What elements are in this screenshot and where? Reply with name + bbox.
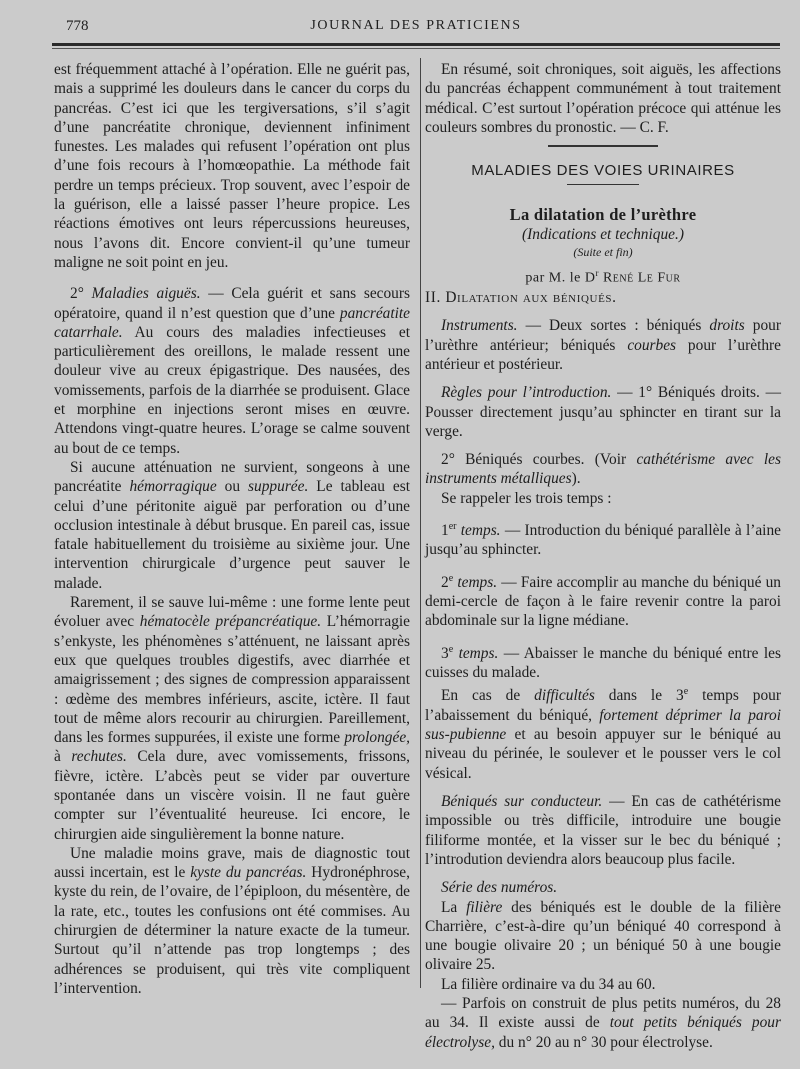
emphasis: rechutes. (71, 748, 127, 766)
paragraph (425, 517, 781, 560)
text-run: ou (216, 478, 249, 496)
article-note: (Suite et fin) (573, 245, 633, 260)
text-run: temps pour l’abaissement du béniqué, (425, 687, 782, 724)
journal-title: JOURNAL DES PRATICIENS (310, 18, 522, 33)
emphasis: difficultés (534, 687, 595, 705)
text-run: — Cela guérit et sans secours opératoire, quand il n’est question que d’une (54, 285, 410, 322)
paragraph (425, 994, 781, 1052)
section-rule-thin (567, 184, 639, 185)
emphasis: Règles pour l’introduction. (441, 384, 612, 402)
text-run: — 1° Béniqués droits. — Pousser directement jusqu’au sphincter en tirant sur la verge. (425, 384, 781, 440)
emphasis: Béniqués sur conducteur. (441, 793, 603, 811)
text-run: pour l’urèthre antérieur et postérieur. (425, 336, 782, 373)
emphasis: fortement déprimer la paroi sus-pubienne (425, 706, 782, 744)
author-name: René Le Fur (602, 270, 681, 286)
emphasis: suppurée. (248, 478, 309, 496)
emphasis: droits (709, 317, 745, 335)
author-sup: r (595, 268, 599, 279)
text-run: pour l’urèthre antérieur; béniqués (425, 317, 781, 354)
paragraph (54, 593, 410, 844)
text-run: du n° 20 au n° 30 pour électrolyse. (494, 1033, 713, 1051)
paragraph (54, 458, 410, 593)
subsection-heading (425, 288, 781, 307)
emphasis: temps. (456, 522, 501, 540)
paragraph (425, 569, 781, 631)
column-divider (420, 58, 421, 988)
paragraph: est fréquemment attaché à l’opération. Elle ne guérit pas, mais a supprimé les douleurs dans le cancer du corps du pancréas. C’est ici que les tergiversations, s’il s’agit d’une pancréatite chronique, deviennent infiniment funestes. Les malades qui refusent l’opération ont plus d’une fois recours à l’homœopathie. La méthode fait perdre un temps précieux. Trop souvent, avec l’espoir de la guérison, elle a laissé passer l’heure propice. Les réactions émotives ont leurs répercussions heureuses, nous l’avons dit. Encore convient-il qu’une tumeur maligne ne soit point en jeu. (54, 61, 410, 271)
emphasis: hématocèle prépancréatique. (139, 613, 322, 631)
superscript: er (448, 521, 457, 532)
paragraph (425, 898, 781, 975)
paragraph (425, 450, 781, 489)
paragraph (425, 316, 781, 374)
section-rule (548, 145, 658, 147)
paragraph (425, 383, 781, 441)
text-run: — Deux sortes : béniqués (517, 317, 710, 335)
header-rule-thin (52, 48, 780, 49)
paragraph (425, 640, 781, 683)
emphasis: hémorragique (129, 478, 217, 496)
paragraph (425, 792, 781, 869)
paragraph (425, 878, 781, 897)
page-header (52, 18, 780, 40)
text-run: Au cours des maladies infectieuses et particulièrement des oreillons, le malade ressent une douleur vive au creux épigastrique. Des nausées, des vomissements, parfois de la diarrhée se produisent. Glace et morphine en injections seront mises en œuvre. Attendons vingt-quatre heures. L’orage se calme souvent au bout de ce temps. (54, 323, 410, 457)
conclusion-paragraph: En résumé, soit chroniques, soit aiguës, les affections du pancréas échappent communément à tout traitement médical. C’est surtout l’opération précoce qui atténue les couleurs sombres du pronostic. — C. F. (425, 61, 781, 136)
superscript: e (448, 572, 454, 584)
author-line (425, 264, 781, 288)
text-run: 2° Béniqués courbes. (Voir (441, 451, 637, 469)
text-run: 3 (441, 644, 449, 662)
emphasis: prolongée, (344, 729, 410, 747)
section-heading: MALADIES DES VOIES URINAIRES (471, 162, 735, 180)
paragraph: La filière ordinaire va du 34 au 60. (441, 975, 656, 993)
paragraph: Se rappeler les trois temps : (441, 489, 612, 507)
superscript: e (448, 643, 454, 655)
text-run: Si aucune atténuation ne survient, songeons à une pancréatite (54, 458, 410, 496)
subsection-label: II. Dilatation aux béniqués. (425, 289, 617, 307)
text-run: — Faire accomplir au manche du béniqué un demi-cercle de façon à le faire revenir contre la paroi abdominale sur la ligne médiane. (425, 573, 781, 630)
header-rule (52, 43, 780, 46)
emphasis: courbes (627, 336, 677, 354)
emphasis: temps. (453, 644, 499, 662)
text-run: 2 (441, 573, 449, 591)
text-run: Rarement, il se sauve lui-même : une forme lente peut évoluer avec (54, 594, 410, 631)
text-run: L’hémorragie s’enkyste, les phénomènes s’atténuent, ne laissant après eux que quelques troubles digestifs, avec diarrhée et amaigrissement ; des signes de compression apparaissent : œdème des membres inférieurs, ascite, ictère. Il faut tout de même alors recourir au chirurgien. Pareillement, dans les formes suppurées, il existe une forme (54, 613, 410, 747)
text-run: — Introduction du béniqué parallèle à l’aine jusqu’au sphincter. (425, 522, 781, 559)
superscript: e (683, 686, 689, 698)
article-title: La dilatation de l’urèthre (509, 205, 697, 225)
left-column (54, 60, 410, 998)
text-run: à (54, 748, 72, 766)
text-run: En cas de (441, 687, 535, 705)
emphasis: tout petits béniqués pour électrolyse, (425, 1014, 781, 1051)
page-number: 778 (66, 18, 89, 34)
paragraph (54, 844, 410, 998)
text-run: Cela dure, avec vomissements, frissons, fièvre, ictère. L’abcès peut se vider par ouverture spontanée dans un viscère voisin. Il ne faut guère compter sur l’éventualité heureuse. Ici encore, le chirurgien aide singulièrement la bonne nature. (54, 748, 410, 843)
text-run: ). (571, 470, 581, 488)
article-subtitle: (Indications et technique.) (522, 225, 684, 243)
emphasis: kyste du pancréas. (190, 864, 307, 882)
text-run: Le tableau est celui d’une péritonite aiguë par perforation ou d’une occlusion intestinale à début brusque. En pareil cas, issue fatale habituellement du troisième au sixième jour. Une intervention chirurgicale d’urgence peut sauver le malade. (54, 478, 411, 592)
text-run: Hydronéphrose, kyste du rein, de l’ovaire, de l’épiploon, du mésentère, de la rate, etc., toutes les confusions ont été commises. Au chirurgien de déterminer la nature exacte de la tumeur. Surtout qu’il n’attende pas trop longtemps ; des adhérences se produisent, qui très vite compliquent l’intervention. (54, 864, 410, 997)
text-run: 2° (70, 285, 92, 303)
emphasis: pancréatite catarrhale. (54, 304, 410, 341)
text-run: dans le 3 (594, 687, 684, 705)
author-prefix: par M. le D (525, 270, 596, 286)
emphasis: cathétérisme avec les instruments métalliques (425, 451, 781, 488)
emphasis: Série des numéros. (441, 879, 558, 897)
text-run: Une maladie moins grave, mais de diagnostic tout aussi incertain, est le (54, 844, 410, 882)
text-run: et au besoin appuyer sur le béniqué au niveau du périnée, le soulever et le pousser vers le col vésical. (425, 726, 781, 782)
text-run: — En cas de cathétérisme impossible ou très difficile, introduire une bougie filiforme montée, et la visser sur le bec du béniqué ; l’introdution deviendra alors beaucoup plus facile. (425, 793, 781, 868)
emphasis: Maladies aiguës. (91, 285, 201, 303)
text-run: — Parfois on construit de plus petits numéros, du 28 au 34. Il existe aussi de (425, 995, 781, 1032)
paragraph (54, 284, 410, 458)
text-run: — Abaisser le manche du béniqué entre les cuisses du malade. (425, 644, 781, 682)
text-run: des béniqués est le double de la filière Charrière, c’est-à-dire qu’un béniqué 40 correspond à une bougie olivaire 20 ; un béniqué 50 à une bougie olivaire 25. (425, 898, 781, 974)
emphasis: temps. (453, 573, 498, 591)
emphasis: Instruments. (441, 317, 518, 335)
right-column (425, 60, 781, 1052)
emphasis: filière (466, 898, 503, 916)
text-run: 1 (441, 522, 449, 540)
text-run: La (441, 898, 467, 916)
paragraph (425, 682, 781, 783)
